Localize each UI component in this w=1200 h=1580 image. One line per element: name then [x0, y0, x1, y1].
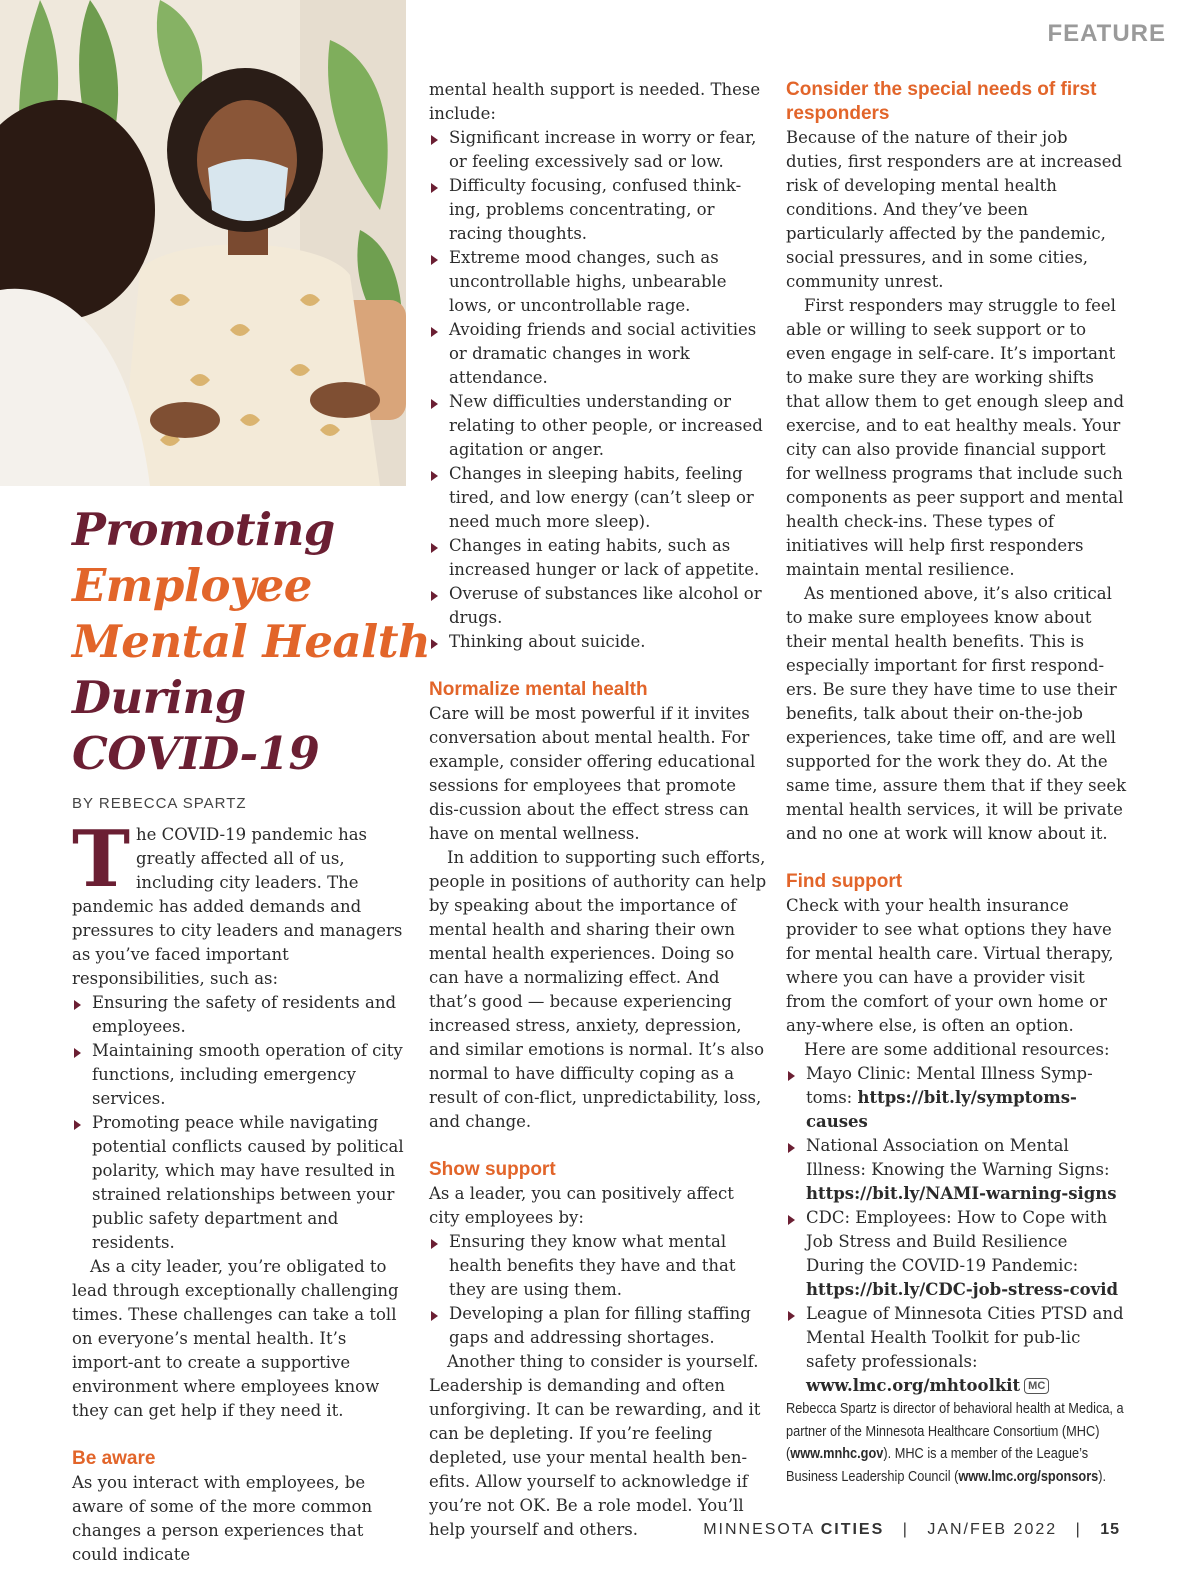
column-2 [429, 78, 769, 1542]
bio-link[interactable]: www.lmc.org/sponsors [958, 1468, 1099, 1485]
resource-item [786, 1062, 1128, 1134]
list-item: Ensuring they know what mental health benefits they have and that they are using them. [429, 1230, 769, 1302]
title-line: Employee [72, 559, 312, 612]
paragraph: As a city leader, you’re obligated to lead through exceptionally challenging times. These challenges can take a toll on everyone’s mental health. It’s import-ant to create a supportive environment where employees know they can get help if they need it. [72, 1257, 399, 1420]
issue-date: JAN/FEB 2022 [927, 1521, 1058, 1538]
section-tag: FEATURE [1047, 20, 1166, 47]
end-mark-icon: MC [1024, 1378, 1049, 1394]
magazine-name-bold: CITIES [820, 1521, 885, 1538]
footer-divider: | [902, 1521, 909, 1538]
paragraph: Another thing to consider is yourself. Leadership is demanding and often unforgiving. It can be rewarding, and it can be depleting. If you’re feeling depleted, use your mental health ben-efits. Allow yourself to acknowledge if you’re not OK. Be a role model. You’ll help yourself and others. [429, 1352, 761, 1539]
bio-link[interactable]: www.mnhc.gov [790, 1446, 884, 1462]
list-item: Thinking about suicide. [429, 630, 769, 654]
resource-link[interactable]: www.lmc.org/mhtoolkit [806, 1376, 1021, 1395]
drop-cap: T [72, 814, 131, 905]
heading-show-support: Show support [429, 1159, 556, 1180]
paragraph: In addition to supporting such efforts, people in positions of authority can help by speaking about the importance of mental health and sharing their own mental health experiences. Doing so can have a normalizing effect. And that’s good — because experiencing increased stress, anxiety, depression, and similar emotions is normal. It’s also normal to have difficulty coping as a result of con-flict, unpredictability, loss, and change. [429, 848, 767, 1131]
intro-paragraph [72, 814, 412, 991]
paragraph: Care will be most powerful if it invites conversation about mental health. For example, consider offering educational sessions for employees that promote dis-cussion about the effect stress can have on mental wellness. [429, 704, 756, 843]
list-item: Promoting peace while navigating potential conflicts caused by political polarity, which may have resulted in strained relationships between your public safety department and residents. [72, 1111, 412, 1255]
title-line: During [72, 671, 246, 724]
paragraph: As you interact with employees, be aware of some of the more common changes a person experiences that could indicate [72, 1473, 373, 1564]
resource-text: National Association on Mental Illness: Knowing the Warning Signs: [806, 1136, 1110, 1179]
magazine-name: MINNESOTA [703, 1521, 815, 1538]
resource-text: League of Minnesota Cities PTSD and Mental Health Toolkit for pub-lic safety professionals: [806, 1304, 1124, 1371]
article-title [72, 502, 431, 782]
responsibilities-list [72, 991, 412, 1255]
list-item: Overuse of substances like alcohol or drugs. [429, 582, 769, 630]
title-line: COVID-19 [72, 727, 320, 780]
column-3 [786, 78, 1128, 1398]
list-item: Changes in eating habits, such as increased hunger or lack of appetite. [429, 534, 769, 582]
resource-link[interactable]: https://bit.ly/NAMI-warning-signs [806, 1184, 1117, 1203]
page-number: 15 [1100, 1521, 1120, 1538]
bio-text: ). MHC is a member of the League’s Business Leadership Council ( [786, 1446, 1089, 1485]
list-item: Difficulty focusing, confused think-ing, problems concentrating, or racing thoughts. [429, 174, 769, 246]
list-item: Changes in sleeping habits, feeling tired, and low energy (can’t sleep or need much more sleep). [429, 462, 769, 534]
resource-text: CDC: Employees: How to Cope with Job Stress and Build Resilience During the COVID-19 Pandemic: [806, 1208, 1108, 1275]
hero-photo [0, 0, 406, 486]
bio-text: ). [1098, 1468, 1107, 1485]
resources-list [786, 1062, 1128, 1398]
list-item: Maintaining smooth operation of city functions, including emergency services. [72, 1039, 412, 1111]
resource-text: Mayo Clinic: Mental Illness Symp-toms: [806, 1064, 1093, 1107]
signs-list [429, 126, 769, 654]
paragraph: Here are some additional resources: [804, 1040, 1110, 1059]
list-item: Extreme mood changes, such as uncontrollable highs, unbearable lows, or uncontrollable rage. [429, 246, 769, 318]
resource-item [786, 1134, 1128, 1206]
resource-item [786, 1206, 1128, 1302]
bio-text: Rebecca Spartz is director of behavioral health at Medica, a partner of the Minnesota Healthcare Consortium (MHC) ( [786, 1401, 1124, 1462]
list-item: Avoiding friends and social activities or dramatic changes in work attendance. [429, 318, 769, 390]
title-line: Mental Health [72, 615, 431, 668]
paragraph: Check with your health insurance provider to see what options they have for mental health care. Virtual therapy, where you can have a provider visit from the comfort of your own home or any-where else, is often an option. [786, 896, 1114, 1035]
title-line: Promoting [72, 503, 335, 556]
resource-link[interactable]: https://bit.ly/CDC-job-stress-covid [806, 1280, 1119, 1299]
page-footer [703, 1521, 1120, 1539]
paragraph: mental health support is needed. These include: [429, 80, 761, 123]
heading-be-aware: Be aware [72, 1448, 156, 1469]
footer-divider: | [1075, 1521, 1082, 1538]
list-item: New difficulties understanding or relating to other people, or increased agitation or anger. [429, 390, 769, 462]
heading-normalize: Normalize mental health [429, 679, 648, 700]
paragraph: As a leader, you can positively affect city employees by: [429, 1184, 734, 1227]
byline: BY REBECCA SPARTZ [72, 795, 247, 812]
resource-link[interactable]: https://bit.ly/symptoms-causes [806, 1088, 1077, 1131]
paragraph: First responders may struggle to feel able or willing to seek support or to even engage in self-care. It’s important to make sure they are working shifts that allow them to get enough sleep and exercise, and to eat healthy meals. Your city can also provide financial support for wellness programs that include such components as peer support and mental health check-ins. These types of initiatives will help first responders maintain mental resilience. [786, 296, 1125, 579]
heading-first-responders: Consider the special needs of first responders [786, 79, 1097, 124]
column-1 [72, 814, 412, 1567]
list-item: Developing a plan for filling staffing gaps and addressing shortages. [429, 1302, 769, 1350]
list-item: Ensuring the safety of residents and employees. [72, 991, 412, 1039]
author-bio [786, 1398, 1126, 1488]
intro-text: he COVID-19 pandemic has greatly affected all of us, including city leaders. The pandemic has added demands and pressures to city leaders and managers as you’ve faced important responsibilities, such as: [72, 825, 403, 988]
resource-item [786, 1302, 1128, 1398]
support-list [429, 1230, 769, 1350]
list-item: Significant increase in worry or fear, or feeling excessively sad or low. [429, 126, 769, 174]
paragraph: Because of the nature of their job duties, first responders are at increased risk of developing mental health conditions. And they’ve been particularly affected by the pandemic, social pressures, and in some cities, community unrest. [786, 128, 1123, 291]
heading-find-support: Find support [786, 871, 903, 892]
paragraph: As mentioned above, it’s also critical to make sure employees know about their mental health benefits. This is especially important for first respond-ers. Be sure they have time to use their benefits, talk about their on-the-job experiences, take time off, and are well supported for the work they do. At the same time, assure them that if they seek mental health services, it will be private and no one at work will know about it. [786, 584, 1127, 843]
